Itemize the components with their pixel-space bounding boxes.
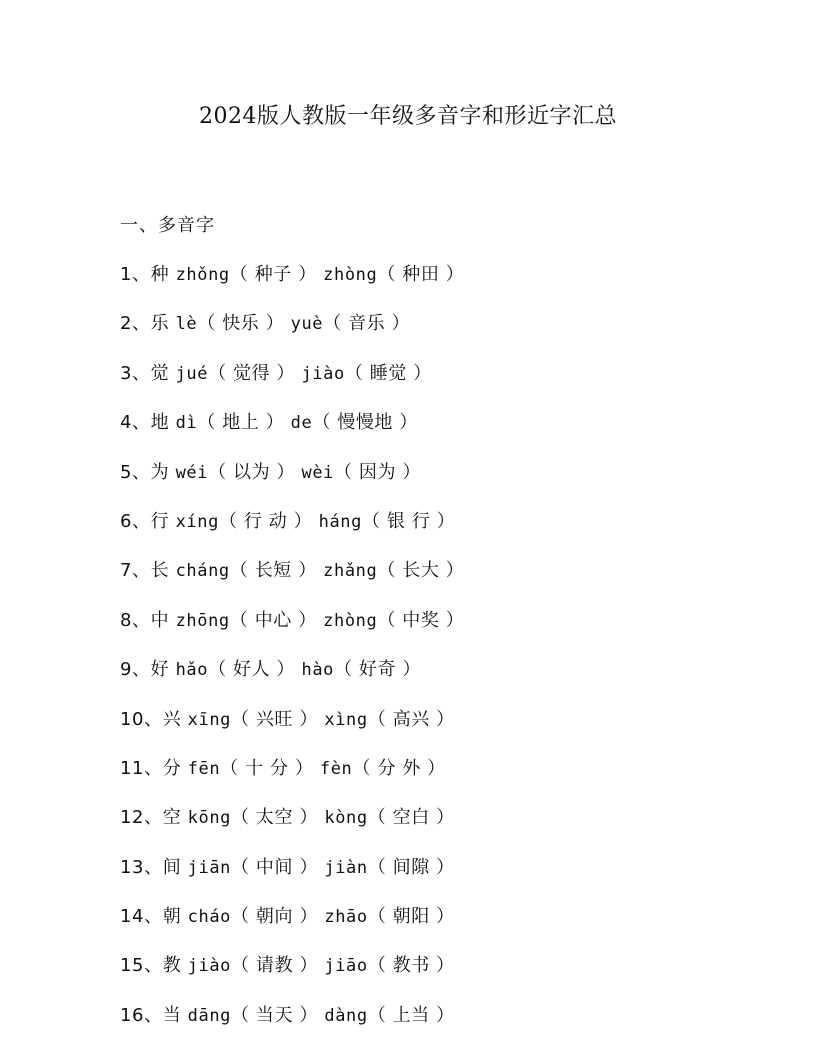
entry-word-2: 因为 [358,461,397,483]
entry-number: 2、 [120,313,151,335]
entry-word-1: 长短 [254,560,292,582]
entry-word-1: 中心 [254,609,292,631]
entry-character: 行 [150,510,170,532]
entry-word-2: 教书 [392,955,430,977]
entry-reading-1: jué [175,363,209,384]
entry-word-1: 请教 [255,955,294,977]
entry-number: 15、 [120,955,163,977]
entry-word-2: 分 外 [377,757,421,779]
entry-reading-2: háng [318,511,362,532]
entry-reading-1: hǎo [175,660,209,681]
entry-number: 11、 [120,757,163,779]
entry-reading-2: jiào [301,363,345,384]
entry-word-2: 慢慢地 [337,412,394,434]
entry-reading-2: fèn [319,758,353,779]
entry-word-1: 快乐 [222,313,260,335]
entry-reading-1: dì [175,413,198,434]
polyphonic-entry: 10、兴 xīng（ 兴旺 ） xìng（ 高兴 ） [120,708,455,730]
entry-word-1: 太空 [255,807,294,829]
entry-character: 觉 [150,362,170,384]
entry-number: 10、 [120,708,163,730]
entry-character: 为 [150,461,170,483]
entry-reading-2: zhāo [324,907,368,928]
polyphonic-entry: 12、空 kōng（ 太空 ） kòng（ 空白 ） [120,807,455,829]
entry-word-1: 觉得 [233,362,271,384]
document-title: 2024版人教版一年级多音字和形近字汇总 [199,104,617,129]
entry-word-1: 地上 [222,412,260,434]
entry-word-2: 朝阳 [392,906,430,928]
section-heading: 一、多音字 [120,215,215,236]
polyphonic-entry: 6、行 xíng（ 行 动 ） háng（ 银 行 ） [120,510,456,532]
polyphonic-entry: 5、为 wéi（ 以为 ） wèi（ 因为 ） [120,461,422,483]
entry-character: 间 [162,856,182,878]
entry-character: 好 [150,659,170,681]
entry-word-2: 高兴 [392,708,430,730]
entry-character: 长 [150,560,170,582]
entry-word-2: 中奖 [402,609,440,631]
polyphonic-entry: 16、当 dāng（ 当天 ） dàng（ 上当 ） [120,1004,455,1026]
polyphonic-entry: 11、分 fēn（ 十 分 ） fèn（ 分 外 ） [120,757,446,779]
polyphonic-entry: 2、乐 lè（ 快乐 ） yuè（ 音乐 ） [120,313,411,335]
entry-reading-1: wéi [175,462,209,483]
entry-number: 5、 [120,461,151,483]
entry-word-2: 长大 [402,560,440,582]
polyphonic-entry: 1、种 zhǒng（ 种子 ） zhòng（ 种田 ） [120,264,465,285]
entry-character: 分 [162,757,182,779]
entry-reading-1: kōng [187,808,231,829]
entry-character: 兴 [162,708,182,730]
entry-number: 9、 [120,659,151,681]
entry-reading-1: lè [175,314,198,335]
entry-reading-1: cháo [187,907,231,928]
entry-number: 16、 [120,1004,163,1026]
entry-word-1: 中间 [255,856,294,878]
polyphonic-entry: 8、中 zhōng（ 中心 ） zhòng（ 中奖 ） [120,609,465,631]
entry-word-1: 十 分 [245,757,289,779]
entry-reading-1: dāng [187,1005,231,1026]
entry-reading-2: dàng [324,1005,368,1026]
entry-word-2: 间隙 [392,856,430,878]
polyphonic-list [120,262,464,1052]
entry-reading-1: jiào [187,956,231,977]
entry-word-1: 以为 [233,461,271,483]
polyphonic-entry: 7、长 cháng（ 长短 ） zhǎng（ 长大 ） [120,560,465,582]
entry-reading-2: zhǎng [323,561,378,582]
polyphonic-entry: 4、地 dì（ 地上 ） de（ 慢慢地 ） [120,412,418,434]
entry-character: 乐 [150,313,170,335]
entry-number: 14、 [120,906,163,928]
entry-word-2: 睡觉 [369,362,407,384]
entry-reading-1: cháng [175,561,230,582]
entry-number: 4、 [120,412,151,434]
entry-word-1: 当天 [255,1004,294,1026]
polyphonic-entry: 14、朝 cháo（ 朝向 ） zhāo（ 朝阳 ） [120,906,455,928]
entry-word-2: 音乐 [348,313,386,335]
entry-number: 3、 [120,362,151,384]
entry-number: 12、 [120,807,163,829]
entry-word-2: 种田 [402,264,440,285]
entry-word-2: 银 行 [386,510,431,532]
entry-number: 8、 [120,609,151,631]
entry-character: 种 [150,264,170,285]
entry-word-1: 种子 [254,264,292,285]
entry-word-1: 好人 [233,659,271,681]
entry-reading-2: hào [301,660,334,681]
entry-reading-2: de [290,413,313,434]
entry-reading-1: xíng [175,511,219,532]
entry-character: 中 [150,609,170,631]
entry-reading-1: zhǒng [175,265,230,285]
entry-reading-2: yuè [290,314,324,335]
entry-reading-1: zhōng [175,610,230,631]
entry-reading-2: zhòng [323,265,378,285]
entry-word-2: 空白 [392,807,430,829]
entry-reading-2: xìng [324,709,368,730]
entry-reading-1: fēn [187,758,221,779]
entry-reading-2: kòng [324,808,368,829]
polyphonic-entry: 3、觉 jué（ 觉得 ） jiào（ 睡觉 ） [120,362,432,384]
entry-word-1: 朝向 [255,906,294,928]
entry-word-1: 兴旺 [255,708,294,730]
entry-reading-2: zhòng [323,610,378,631]
polyphonic-entry: 15、教 jiào（ 请教 ） jiāo（ 教书 ） [120,955,455,977]
entry-number: 1、 [120,264,151,285]
entry-number: 6、 [120,510,151,532]
polyphonic-entry: 13、间 jiān（ 中间 ） jiàn（ 间隙 ） [120,856,455,878]
entry-character: 朝 [162,906,182,928]
entry-character: 空 [162,807,182,829]
entry-character: 当 [162,1004,182,1026]
polyphonic-entry: 9、好 hǎo（ 好人 ） hào（ 好奇 ） [120,659,422,681]
entry-word-2: 上当 [392,1004,430,1026]
entry-reading-2: wèi [301,462,334,483]
entry-reading-2: jiàn [324,857,368,878]
entry-word-2: 好奇 [358,659,397,681]
entry-word-1: 行 动 [243,510,288,532]
entry-reading-2: jiāo [324,956,368,977]
entry-number: 13、 [120,856,163,878]
entry-reading-1: xīng [187,709,231,730]
entry-number: 7、 [120,560,151,582]
entry-character: 地 [150,412,170,434]
entry-reading-1: jiān [187,857,231,878]
entry-character: 教 [162,955,182,977]
